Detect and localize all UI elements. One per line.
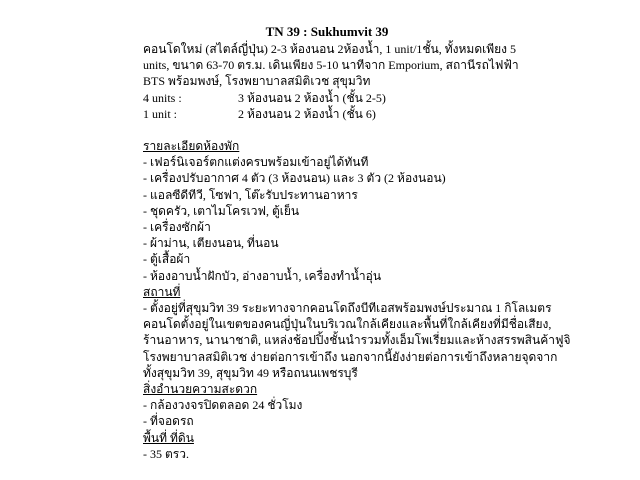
document-title: TN 39 : Sukhumvit 39: [265, 24, 389, 39]
list-item: - เครื่องปรับอากาศ 4 ตัว (3 ห้องนอน) และ 3 ตัว (2 ห้องนอน): [143, 171, 446, 186]
unit-label: 1 unit :: [143, 106, 178, 121]
intro-line-2: units, ขนาด 63-70 ตร.ม. เดินเพียง 5-10 นาทีจาก Emporium, สถานีรถไฟฟ้า: [143, 58, 519, 73]
intro-line-1: คอนโดใหม่ (สไตล์ญี่ปุ่น) 2-3 ห้องนอน 2ห้องน้ำ, 1 unit/1ชั้น, ทั้งหมดเพียง 5: [143, 42, 517, 56]
location-line-3: ร้านอาหาร, นานาชาติ, แหล่งช้อปปิ้งชั้นนำรวมทั้งเอ็มโพเรี่ยมและห้างสรรพสินค้าฟูจิ: [143, 333, 571, 348]
unit-value: 2 ห้องนอน 2 ห้องน้ำ (ชั้น 6): [238, 106, 376, 121]
list-item: - ผ้าม่าน, เตียงนอน, ที่นอน: [143, 236, 279, 251]
facilities-heading: สิ่งอำนวยความสะดวก: [143, 382, 258, 397]
location-line-1: - ตั้งอยู่ที่สุขุมวิท 39 ระยะทางจากคอนโดถึงบีทีเอสพร้อมพงษ์ประมาณ 1 กิโลเมตร: [143, 301, 552, 316]
intro-line-3: BTS พร้อมพงษ์, โรงพยาบาลสมิติเวช สุขุมวิท: [143, 74, 371, 89]
location-line-2: คอนโดตั้งอยู่ในเขตของคนญี่ปุ่นในบริเวณใกล้เคียงและพื้นที่ใกล้เคียงที่มีชื่อเสียง,: [143, 317, 552, 332]
list-item: - เครื่องซักผ้า: [143, 220, 211, 235]
unit-label: 4 units :: [143, 90, 182, 105]
room-details-heading: รายละเอียดห้องพัก: [143, 139, 240, 154]
list-item: - ตู้เสื้อผ้า: [143, 252, 191, 267]
document: [143, 24, 571, 462]
land-list: [143, 446, 503, 462]
unit-value: 3 ห้องนอน 2 ห้องน้ำ (ชั้น 2-5): [238, 90, 386, 105]
location-line-5: ทั้งสุขุมวิท 39, สุขุมวิท 49 หรือถนนเพชรบุรี: [143, 365, 358, 380]
unit-row-1-unit: [143, 106, 503, 122]
spacer: [143, 122, 503, 138]
list-item: - เฟอร์นิเจอร์ตกแต่งครบพร้อมเข้าอยู่ได้ทันที: [143, 155, 369, 170]
room-details-list: [143, 154, 503, 284]
list-item: - ที่จอดรถ: [143, 414, 194, 429]
land-heading: พื้นที่ ที่ดิน: [143, 430, 194, 445]
facilities-list: [143, 397, 503, 429]
location-line-4: โรงพยาบาลสมิติเวช ง่ายต่อการเข้าถึง นอกจากนี้ยังง่ายต่อการเข้าถึงหลายจุดจาก: [143, 349, 558, 364]
list-item: - 35 ตรว.: [143, 446, 189, 461]
list-item: - ห้องอาบน้ำฝักบัว, อ่างอาบน้ำ, เครื่องทำน้ำอุ่น: [143, 268, 382, 283]
unit-row-4-units: [143, 90, 503, 106]
list-item: - ชุดครัว, เตาไมโครเวฟ, ตู้เย็น: [143, 203, 300, 218]
list-item: - แอลซีดีทีวี, โซฟา, โต๊ะรับประทานอาหาร: [143, 187, 358, 202]
list-item: - กล้องวงจรปิดตลอด 24 ชั่วโมง: [143, 398, 303, 413]
location-heading: สถานที่: [143, 284, 181, 299]
